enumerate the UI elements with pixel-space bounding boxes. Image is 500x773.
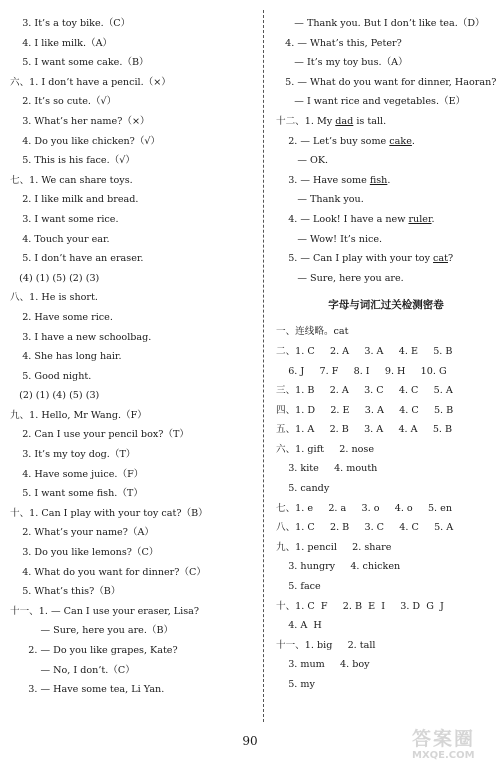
underlined-word: cake xyxy=(389,135,412,147)
answer-line: — Thank you. But I don’t like tea.（D） xyxy=(276,18,485,29)
answer-line: 5. Good night. xyxy=(10,370,92,382)
right-column xyxy=(276,14,496,695)
answer-line: 九、1. pencil 2. share xyxy=(276,541,392,553)
answer-line: 十一、1. — Can I use your eraser, Lisa? xyxy=(10,605,200,617)
answer-line: — It’s my toy bus.（A） xyxy=(276,57,408,69)
watermark-logo xyxy=(412,728,496,768)
answer-line xyxy=(276,210,496,230)
answer-line: 八、1. He is short. xyxy=(10,292,98,304)
answer-line: 七、1. We can share toys. xyxy=(10,174,133,186)
answer-line xyxy=(276,249,496,269)
answer-line: 2. What’s your name?（A） xyxy=(10,527,154,539)
watermark-text: 答案圈 xyxy=(412,728,476,750)
answer-line: (4) (1) (5) (2) (3) xyxy=(10,272,100,284)
answer-line xyxy=(276,171,496,191)
underlined-word: ruler xyxy=(408,213,432,225)
answer-line: 四、1. D 2. E 3. A 4. C 5. B xyxy=(276,404,454,416)
watermark-url: MXQE.COM xyxy=(412,750,475,761)
answer-line: (2) (1) (4) (5) (3) xyxy=(10,390,100,402)
answer-line: 4. Do you like chicken?（√） xyxy=(10,135,161,147)
answer-line: 2. It’s so cute.（√） xyxy=(10,96,117,108)
line-text: 2. — Let’s buy some xyxy=(276,135,390,147)
line-text: . xyxy=(387,174,391,186)
answer-line: 3. I want some rice. xyxy=(10,213,119,225)
line-text: 十二、1. My xyxy=(276,115,336,127)
answer-line: 三、1. B 2. A 3. C 4. C 5. A xyxy=(276,385,453,397)
line-text: 4. — Look! I have a new xyxy=(276,213,409,225)
answer-line: 5. face xyxy=(276,581,321,593)
answer-line: 3. I have a new schoolbag. xyxy=(10,331,152,343)
answer-line xyxy=(276,132,496,152)
answer-line: 4. Have some juice.（F） xyxy=(10,468,144,480)
line-text: is tall. xyxy=(353,115,387,127)
answer-line: 3. Do you like lemons?（C） xyxy=(10,547,159,559)
answer-line: 4. She has long hair. xyxy=(10,351,122,363)
line-text: 3. — Have some xyxy=(276,174,370,186)
line-text: 5. — Can I play with your toy xyxy=(276,253,434,265)
answer-line: 5. This is his face.（√） xyxy=(10,155,135,167)
answer-line: 6. J 7. F 8. I 9. H 10. G xyxy=(276,365,447,377)
answer-line: 5. — What do you want for dinner, Haoran? xyxy=(276,76,497,88)
answer-line xyxy=(276,112,496,132)
answer-line: 2. — Do you like grapes, Kate? xyxy=(10,645,178,656)
answer-line: 4. What do you want for dinner?（C） xyxy=(10,566,206,578)
answer-line: — Sure, here you are.（B） xyxy=(10,625,174,637)
answer-line: 3. mum 4. boy xyxy=(276,659,370,671)
answer-line: — No, I don’t.（C） xyxy=(10,664,135,676)
line-text: . xyxy=(411,135,415,147)
answer-line: 4. I like milk.（A） xyxy=(10,37,113,49)
answer-line: 八、1. C 2. B 3. C 4. C 5. A xyxy=(276,522,454,534)
answer-line: 5. What’s this?（B） xyxy=(10,586,121,598)
answer-line: 2. Can I use your pencil box?（T） xyxy=(10,429,189,441)
answer-line: — I want rice and vegetables.（E） xyxy=(276,96,466,108)
answer-line: 二、1. C 2. A 3. A 4. E 5. B xyxy=(276,345,453,357)
answer-line: 4. Touch your ear. xyxy=(10,233,110,245)
answer-line: 十一、1. big 2. tall xyxy=(276,639,376,651)
answer-line: — OK. xyxy=(276,155,329,167)
underlined-word: dad xyxy=(335,115,354,127)
answer-line: 五、1. A 2. B 3. A 4. A 5. B xyxy=(276,424,453,436)
underlined-word: cat xyxy=(433,253,448,265)
answer-line: 六、1. I don’t have a pencil.（×） xyxy=(10,76,171,88)
answer-line: 七、1. e 2. a 3. o 4. o 5. en xyxy=(276,502,452,514)
answer-line: 5. I don’t have an eraser. xyxy=(10,253,144,265)
answer-line: 3. kite 4. mouth xyxy=(276,463,378,475)
answer-line: 3. hungry 4. chicken xyxy=(276,561,401,573)
answer-line: 十、1. C F 2. B E I 3. D G J xyxy=(276,600,444,612)
answer-line: 2. Have some rice. xyxy=(10,311,113,323)
answer-line: 3. It’s a toy bike.（C） xyxy=(10,18,131,29)
answer-line: 5. I want some cake.（B） xyxy=(10,57,149,69)
answer-line: 4. A H xyxy=(276,620,322,632)
answer-line: 5. I want some fish.（T） xyxy=(10,488,143,500)
underlined-word: fish xyxy=(369,174,388,186)
page-number: 90 xyxy=(242,734,258,748)
answer-line: 2. I like milk and bread. xyxy=(10,194,139,206)
answer-line: 3. It’s my toy dog.（T） xyxy=(10,449,136,461)
answer-line: 4. — What’s this, Peter? xyxy=(276,37,402,49)
answer-line: 5. my xyxy=(276,679,315,690)
answer-line: 六、1. gift 2. nose xyxy=(276,443,375,455)
answer-line: 5. candy xyxy=(276,483,330,495)
answer-line: 九、1. Hello, Mr Wang.（F） xyxy=(10,409,147,421)
section-heading: 字母与词汇过关检测密卷 xyxy=(328,299,444,312)
answer-line: 十、1. Can I play with your toy cat?（B） xyxy=(10,507,208,519)
answer-line: 3. What’s her name?（×） xyxy=(10,115,150,127)
left-column xyxy=(10,14,250,700)
column-divider xyxy=(263,10,264,722)
answer-line: — Wow! It’s nice. xyxy=(276,233,383,245)
line-text: ? xyxy=(448,253,454,265)
line-text: . xyxy=(431,213,435,225)
answer-line: 3. — Have some tea, Li Yan. xyxy=(10,684,165,696)
answer-line: 一、连线略。cat xyxy=(276,326,349,338)
answer-line: — Thank you. xyxy=(276,194,364,206)
answer-line: — Sure, here you are. xyxy=(276,272,404,284)
